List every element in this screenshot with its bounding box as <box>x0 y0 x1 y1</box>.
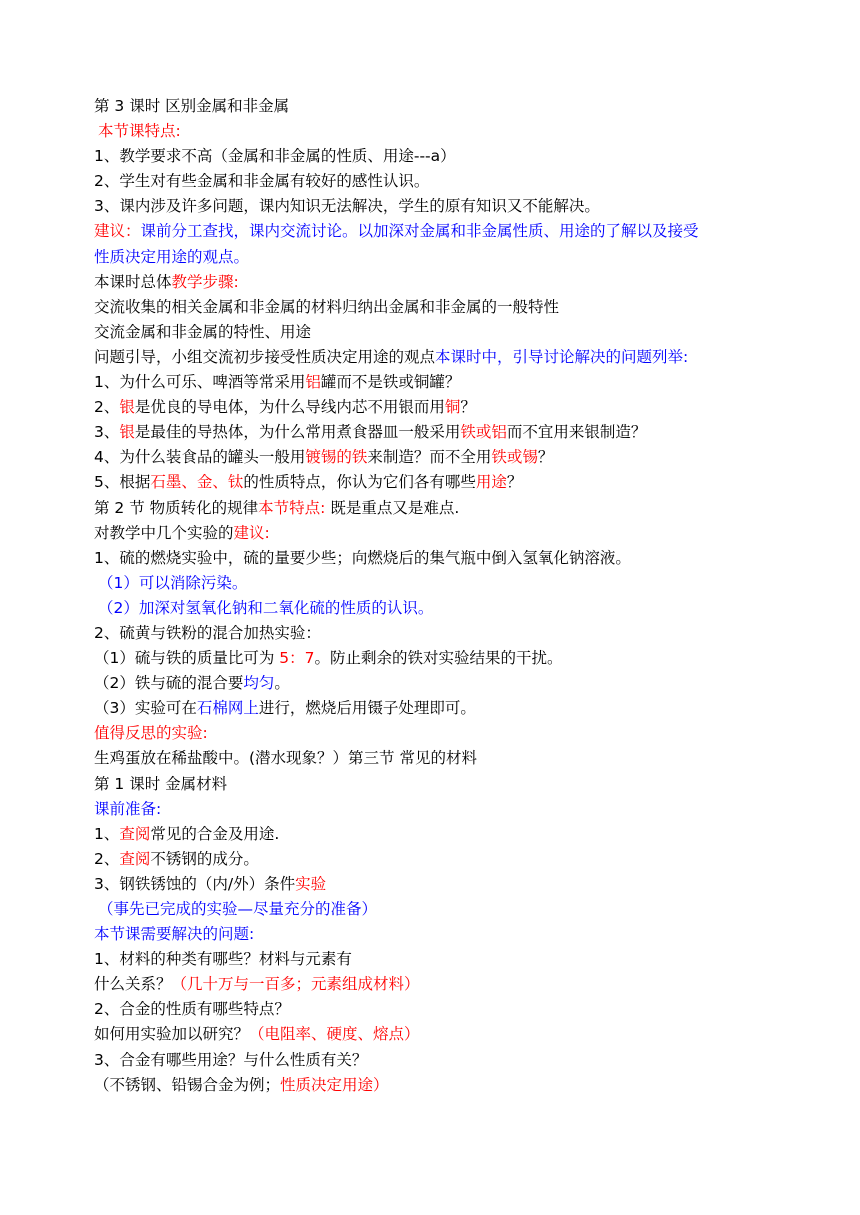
body-text: 3、钢铁锈蚀的（内/外）条件 <box>94 874 296 893</box>
text-line <box>94 922 784 947</box>
text-line <box>94 144 784 169</box>
body-text: 不锈钢的成分。 <box>150 849 259 868</box>
text-line <box>94 671 784 696</box>
highlight-red-text: 石墨、金、钛 <box>150 473 244 492</box>
body-text: 既是重点又是难点. <box>325 498 460 517</box>
text-line <box>94 696 784 721</box>
text-line <box>94 646 784 671</box>
highlight-red-text: 本节特点: <box>258 498 326 517</box>
text-line <box>94 972 784 997</box>
text-line <box>94 345 784 370</box>
body-text: 问题引导，小组交流初步接受性质决定用途的观点 <box>94 347 436 366</box>
body-text: 的性质特点，你认为它们各有哪些 <box>243 473 476 492</box>
body-text: （1）硫与铁的质量比可为 <box>94 649 280 668</box>
highlight-red-text: 查阅 <box>119 824 151 843</box>
body-text: （3）实验可在 <box>94 699 197 718</box>
body-text: 1、硫的燃烧实验中，硫的量要少些；向燃烧后的集气瓶中倒入氢氧化钠溶液。 <box>94 548 631 567</box>
highlight-red-text: 铝 <box>305 373 321 392</box>
highlight-blue-text: 本节课需要解决的问题: <box>94 925 255 944</box>
highlight-blue-text: 性质决定用途的观点。 <box>94 247 250 266</box>
body-text: 交流收集的相关金属和非金属的材料归纳出金属和非金属的一般特性 <box>94 297 560 316</box>
highlight-red-text: 铁或锡 <box>491 448 538 467</box>
body-text: 什么关系？ <box>94 975 172 994</box>
highlight-red-text: 镀锡的铁 <box>305 448 368 467</box>
text-line <box>94 772 784 797</box>
body-text: 3、合金有哪些用途？与什么性质有关？ <box>94 1050 368 1069</box>
text-line <box>94 219 784 244</box>
text-line <box>94 245 784 270</box>
text-line <box>94 571 784 596</box>
body-text: 。 <box>274 674 290 693</box>
body-text: 5、根据 <box>94 473 151 492</box>
body-text: 来制造？而不全用 <box>367 448 492 467</box>
text-line <box>94 119 784 144</box>
text-line <box>94 847 784 872</box>
body-text: ？ <box>506 473 523 492</box>
highlight-red-text: 铁或铝 <box>460 423 507 442</box>
highlight-red-text: （几十万与一百多；元素组成材料） <box>171 975 420 994</box>
text-line <box>94 370 784 395</box>
highlight-red-text: 银 <box>119 398 135 417</box>
highlight-red-text: 建议： <box>94 222 141 241</box>
body-text: 1、教学要求不高（金属和非金属的性质、用途---a） <box>94 147 456 166</box>
text-line <box>94 1048 784 1073</box>
text-line <box>94 395 784 420</box>
text-line <box>94 295 784 320</box>
body-text: 是优良的导电体，为什么导线内芯不用银而用 <box>134 398 445 417</box>
body-text: 2、 <box>94 398 120 417</box>
highlight-blue-text: 石棉网上 <box>196 699 259 718</box>
highlight-blue-text: （事先已完成的实验—尽量充分的准备） <box>98 900 378 918</box>
body-text: 1、 <box>94 824 120 843</box>
text-line <box>94 521 784 546</box>
text-line <box>94 797 784 822</box>
body-text: 是最佳的导热体，为什么常用煮食器皿一般采用 <box>134 423 461 442</box>
text-line <box>94 546 784 571</box>
highlight-red-text: 查阅 <box>119 849 151 868</box>
text-line <box>94 420 784 445</box>
body-text: 生鸡蛋放在稀盐酸中。(潜水现象？）第三节 常见的材料 <box>94 749 477 768</box>
highlight-red-text: 用途 <box>475 473 507 492</box>
highlight-blue-text: （2）加深对氢氧化钠和二氧化硫的性质的认识。 <box>98 598 434 617</box>
body-text: 3、课内涉及许多问题，课内知识无法解决，学生的原有知识又不能解决。 <box>94 197 600 216</box>
body-text: 如何用实验加以研究？ <box>94 1025 250 1044</box>
body-text: 第 2 节 物质转化的规律 <box>94 498 259 517</box>
body-text: 罐而不是铁或铜罐？ <box>320 373 461 392</box>
highlight-blue-text: 本课时中，引导讨论解决的问题列举: <box>435 347 689 366</box>
highlight-red-text: 铜 <box>444 398 461 417</box>
text-line <box>94 621 784 646</box>
highlight-red-text: 实验 <box>295 874 327 893</box>
body-text: 3、 <box>94 423 120 442</box>
text-line <box>94 897 784 922</box>
body-text: ？ <box>537 448 554 467</box>
text-line <box>94 94 784 119</box>
text-line <box>94 872 784 897</box>
body-text: 2、 <box>94 849 120 868</box>
text-line <box>94 1022 784 1047</box>
highlight-red-text: 值得反思的实验: <box>94 724 208 743</box>
text-line <box>94 496 784 521</box>
text-line <box>94 470 784 495</box>
text-line <box>94 947 784 972</box>
text-line <box>94 270 784 295</box>
body-text: 。防止剩余的铁对实验结果的干扰。 <box>314 649 563 668</box>
body-text: 进行，燃烧后用镊子处理即可。 <box>258 699 476 718</box>
body-text: ？ <box>460 398 476 417</box>
text-line <box>94 445 784 470</box>
highlight-red-text: 建议: <box>233 523 270 542</box>
body-text: 1、为什么可乐、啤酒等常采用 <box>94 373 306 392</box>
highlight-blue-text: （1）可以消除污染。 <box>98 573 248 592</box>
body-text: 对教学中几个实验的 <box>94 523 234 542</box>
text-line <box>94 194 784 219</box>
highlight-red-text: 教学步骤: <box>171 272 239 291</box>
text-line <box>94 721 784 746</box>
body-text: 第 1 课时 金属材料 <box>94 774 228 793</box>
text-line <box>94 997 784 1022</box>
highlight-blue-text: 课前准备: <box>94 799 162 818</box>
body-text: 1、材料的种类有哪些？材料与元素有 <box>94 950 352 969</box>
body-text: 交流金属和非金属的特性、用途 <box>94 322 312 341</box>
highlight-red-text: （电阻率、硬度、熔点） <box>249 1025 420 1044</box>
body-text: （2）铁与硫的混合要 <box>94 674 244 693</box>
text-line <box>94 169 784 194</box>
body-text: 本课时总体 <box>94 272 172 291</box>
text-line <box>94 822 784 847</box>
body-text: 2、合金的性质有哪些特点？ <box>94 1000 290 1019</box>
body-text: 而不宜用来银制造？ <box>506 423 647 442</box>
text-line <box>94 320 784 345</box>
text-line <box>94 1073 784 1098</box>
highlight-red-text: 本节课特点: <box>98 122 181 141</box>
body-text: 4、为什么装食品的罐头一般用 <box>94 448 306 467</box>
highlight-red-text: 银 <box>119 423 135 442</box>
text-line <box>94 746 784 771</box>
body-text: 常见的合金及用途. <box>150 824 280 843</box>
highlight-blue-text: 均匀 <box>243 674 275 693</box>
body-text: 2、学生对有些金属和非金属有较好的感性认识。 <box>94 172 430 191</box>
text-line <box>94 596 784 621</box>
document-body <box>94 94 784 1098</box>
body-text: 2、硫黄与铁粉的混合加热实验： <box>94 623 321 642</box>
highlight-blue-text: 课前分工查找，课内交流讨论。以加深对金属和非金属性质、用途的了解以及接受 <box>140 222 699 241</box>
body-text: （不锈钢、铅锡合金为例； <box>94 1075 281 1094</box>
highlight-red-text: 性质决定用途） <box>280 1075 389 1094</box>
body-text: 第 3 课时 区别金属和非金属 <box>94 97 290 115</box>
highlight-red-text: 5：7 <box>279 649 315 668</box>
